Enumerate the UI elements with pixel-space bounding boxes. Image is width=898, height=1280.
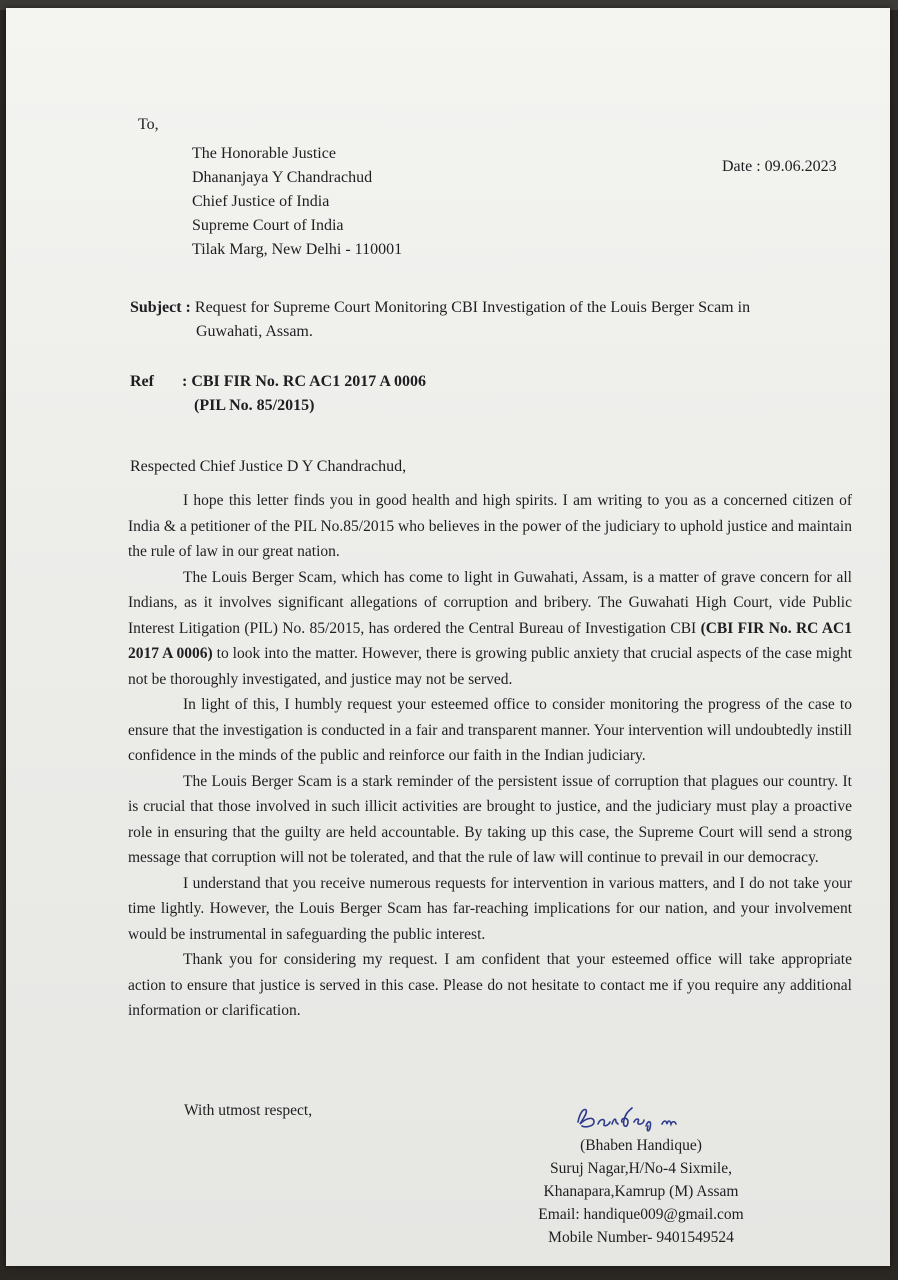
- letter-date: Date : 09.06.2023: [722, 158, 837, 175]
- paragraph-2: [128, 565, 852, 693]
- ref-label: Ref: [130, 373, 154, 390]
- reference-block: [130, 370, 426, 418]
- recipient-line: The Honorable Justice: [192, 145, 336, 162]
- recipient-line: Supreme Court of India: [192, 217, 344, 234]
- paragraph-2-text-continued: to look into the matter. However, there is growing public anxiety that crucial aspects of the case might not be thoroughly investigated, and justice may not be served.: [128, 645, 853, 688]
- paragraph-2-fir-reference: (CBI FIR No. RC AC1 2017 A 0006): [128, 619, 852, 662]
- paragraph-4: The Louis Berger Scam is a stark reminder of the persistent issue of corruption that plagues our country. It is crucial that those involved in such illicit activities are brought to justice, and the judiciary must play a proactive role in ensuring that the guilty are held accountable. By taking up this case, the Supreme Court will send a strong message that corruption will not be tolerated, and that the rule of law will continue to prevail in our democracy.: [128, 772, 852, 866]
- paragraph-2-text: The Louis Berger Scam, which has come to light in Guwahati, Assam, is a matter of grave concern for all Indians, as it involves significant allegations of corruption and bribery. The Guwahati High Court, vide Public Interest Litigation (PIL) No. 85/2015, has ordered the Central Bureau of Investigation CBI: [128, 568, 852, 637]
- paragraph-1: I hope this letter finds you in good health and high spirits. I am writing to you as a concerned citizen of India & a petitioner of the PIL No.85/2015 who believes in the power of the judiciary to uphold justice and maintain the rule of law in our great nation.: [128, 492, 852, 560]
- letter-body: [128, 488, 852, 1024]
- subject-text-continued: Guwahati, Assam.: [196, 323, 313, 340]
- recipient-line: Dhananjaya Y Chandrachud: [192, 169, 373, 186]
- subject-label: Subject :: [130, 299, 191, 316]
- letter-page: [6, 8, 890, 1266]
- paragraph-6: Thank you for considering my request. I am confident that your esteemed office will take appropriate action to ensure that justice is served in this case. Please do not hesitate to contact me if you require any additional information or clarification.: [128, 951, 852, 1019]
- signer-email: Email: handique009@gmail.com: [538, 1206, 744, 1223]
- signature-graphic: [572, 1104, 692, 1134]
- signer-name: (Bhaben Handique): [580, 1137, 702, 1154]
- paragraph-3: In light of this, I humbly request your esteemed office to consider monitoring the progress of the case to ensure that the investigation is conducted in a fair and transparent manner. Your intervention will undoubtedly instill confidence in the minds of the public and reinforce our faith in the Indian judiciary.: [128, 696, 852, 764]
- to-label: To,: [138, 116, 159, 133]
- closing: With utmost respect,: [184, 1102, 313, 1119]
- signer-mobile: Mobile Number- 9401549524: [548, 1229, 734, 1246]
- subject-text: Request for Supreme Court Monitoring CBI Investigation of the Louis Berger Scam in: [194, 299, 751, 316]
- recipient-address: [192, 142, 402, 262]
- salutation: Respected Chief Justice D Y Chandrachud,: [130, 458, 407, 475]
- handwritten-signature: [516, 1104, 766, 1134]
- signature-block: [516, 1104, 766, 1249]
- ref-fir-number: : CBI FIR No. RC AC1 2017 A 0006: [182, 373, 427, 390]
- paragraph-5: I understand that you receive numerous requests for intervention in various matters, and I do not take your time lightly. However, the Louis Berger Scam has far-reaching implications for our nation, and your involvement would be instrumental in safeguarding the public interest.: [128, 874, 852, 943]
- subject-block: [130, 296, 850, 344]
- recipient-line: Chief Justice of India: [192, 193, 330, 210]
- signer-address-line: Suruj Nagar,H/No-4 Sixmile,: [550, 1160, 732, 1177]
- ref-pil-number: (PIL No. 85/2015): [194, 397, 315, 414]
- recipient-line: Tilak Marg, New Delhi - 110001: [192, 241, 403, 258]
- signer-address-line: Khanapara,Kamrup (M) Assam: [543, 1183, 739, 1200]
